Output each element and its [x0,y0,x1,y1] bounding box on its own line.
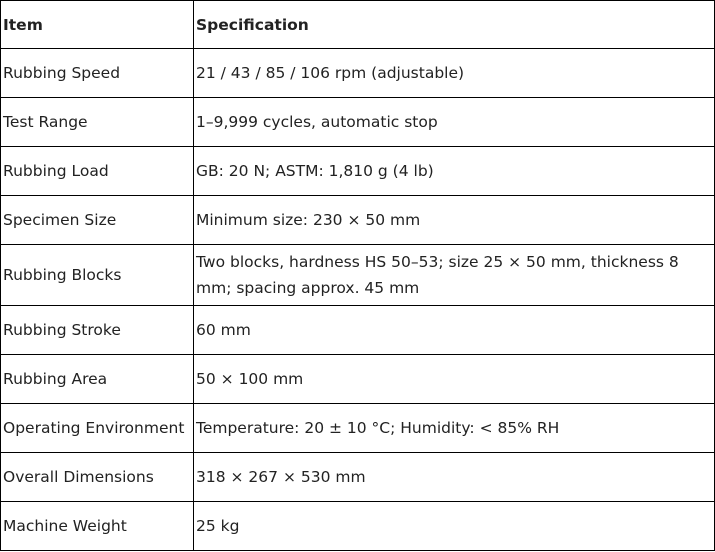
table-header-row [1,1,715,49]
spec-cell: Two blocks, hardness HS 50–53; size 25 × 50 mm, thickness 8 mm; spacing approx. 45 mm [194,245,715,306]
table-row [1,306,715,355]
spec-cell: 1–9,999 cycles, automatic stop [194,98,715,147]
item-cell: Specimen Size [1,196,194,245]
spec-cell: 318 × 267 × 530 mm [194,453,715,502]
table-row [1,502,715,551]
spec-cell: Temperature: 20 ± 10 °C; Humidity: < 85% RH [194,404,715,453]
spec-cell: 50 × 100 mm [194,355,715,404]
table-row [1,245,715,306]
item-cell: Operating Environment [1,404,194,453]
item-cell: Rubbing Stroke [1,306,194,355]
item-cell: Machine Weight [1,502,194,551]
table-row [1,355,715,404]
item-cell: Test Range [1,98,194,147]
table-row [1,404,715,453]
table-row [1,49,715,98]
table-row [1,453,715,502]
table-row [1,98,715,147]
header-item: Item [1,1,194,49]
item-cell: Rubbing Area [1,355,194,404]
table-row [1,196,715,245]
item-cell: Overall Dimensions [1,453,194,502]
table-row [1,147,715,196]
item-cell: Rubbing Speed [1,49,194,98]
item-cell: Rubbing Load [1,147,194,196]
spec-cell: 21 / 43 / 85 / 106 rpm (adjustable) [194,49,715,98]
spec-cell: Minimum size: 230 × 50 mm [194,196,715,245]
item-cell: Rubbing Blocks [1,245,194,306]
header-specification: Specification [194,1,715,49]
spec-cell: 60 mm [194,306,715,355]
spec-cell: 25 kg [194,502,715,551]
spec-cell: GB: 20 N; ASTM: 1,810 g (4 lb) [194,147,715,196]
